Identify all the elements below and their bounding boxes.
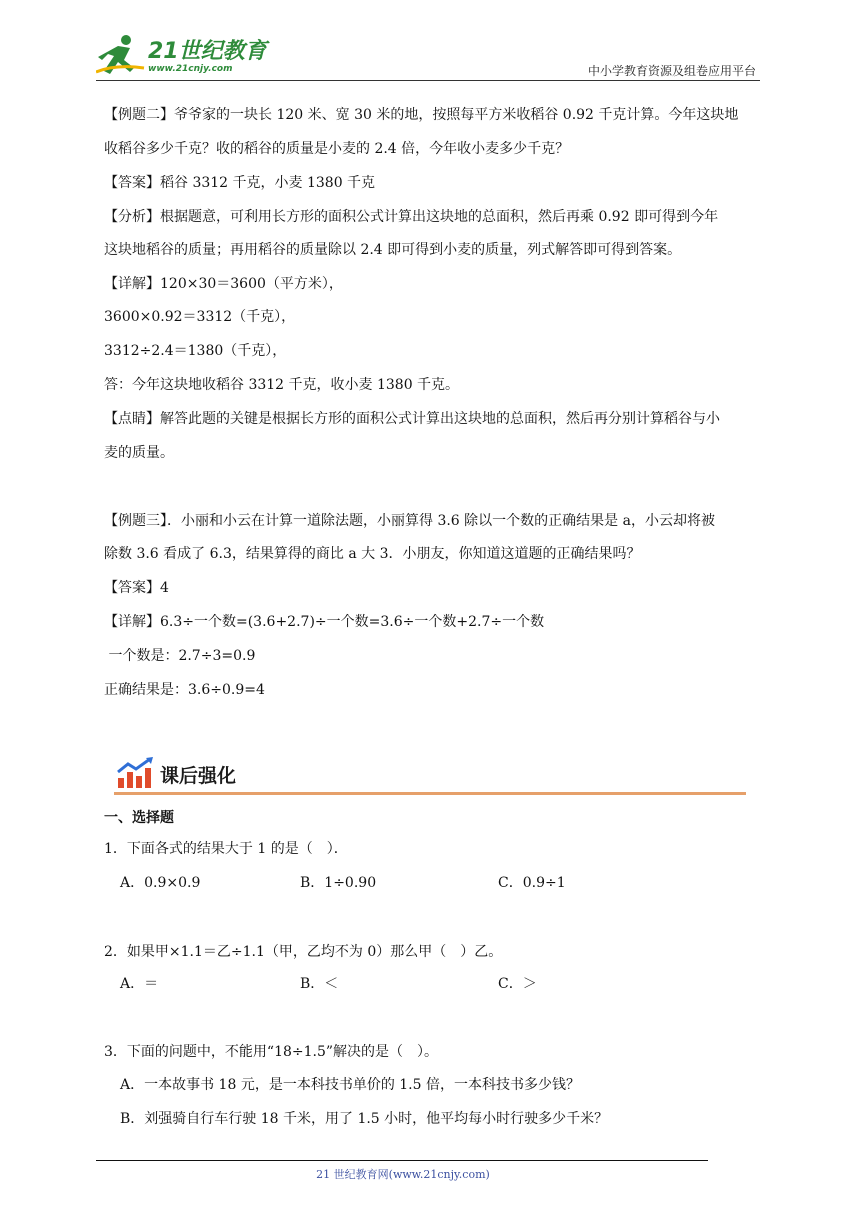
question-3-option-b[interactable]: B．刘强骑自行车行驶 18 千米，用了 1.5 小时，他平均每小时行驶多少千米？ <box>120 1111 609 1127</box>
example2-detail-line4: 答：今年这块地收稻谷 3312 千克，收小麦 1380 千克。 <box>104 377 460 393</box>
section-heading: 一、选择题 <box>104 810 174 826</box>
section-banner <box>114 752 746 796</box>
platform-tagline: 中小学教育资源及组卷应用平台 <box>587 64 756 78</box>
question-3-stem: 3．下面的问题中，不能用“18÷1.5”解决的是（ ）。 <box>104 1044 439 1060</box>
example3-question-line1: 【例题三】．小丽和小云在计算一道除法题，小丽算得 3.6 除以一个数的正确结果是 a，小云却将被 <box>104 513 715 529</box>
example3-detail-line2: 一个数是：2.7÷3=0.9 <box>104 648 256 664</box>
banner-title: 课后强化 <box>160 765 237 787</box>
logo-text: 21世纪教育 <box>148 39 267 64</box>
question-3-option-a[interactable]: A．一本故事书 18 元，是一本科技书单价的 1.5 倍，一本科技书多少钱？ <box>120 1077 580 1093</box>
question-1-option-a[interactable]: A．0.9×0.9 <box>120 875 201 891</box>
question-2-option-c[interactable]: C．＞ <box>498 976 537 992</box>
site-logo[interactable] <box>96 34 266 78</box>
example2-analysis-line2: 这块地稻谷的质量；再用稻谷的质量除以 2.4 即可得到小麦的质量，列式解答即可得到答案。 <box>104 242 682 258</box>
example3-detail-line1: 【详解】6.3÷一个数=(3.6+2.7)÷一个数=3.6÷一个数+2.7÷一个数 <box>104 614 545 630</box>
example3-answer: 【答案】4 <box>104 580 169 596</box>
example2-analysis-line1: 【分析】根据题意，可利用长方形的面积公式计算出这块地的总面积，然后再乘 0.92 即可得到今年 <box>104 209 719 225</box>
header-divider <box>96 80 760 81</box>
question-1-option-c[interactable]: C．0.9÷1 <box>498 875 566 891</box>
example2-point-line2: 麦的质量。 <box>104 445 174 461</box>
example2-question-line2: 收稻谷多少千克？收的稻谷的质量是小麦的 2.4 倍，今年收小麦多少千克？ <box>104 141 570 157</box>
example2-detail-line3: 3312÷2.4＝1380（千克）， <box>104 343 287 359</box>
example2-question-line1: 【例题二】爷爷家的一块长 120 米、宽 30 米的地，按照每平方米收稻谷 0.92 千克计算。今年这块地 <box>104 107 739 123</box>
question-1-stem: 1．下面各式的结果大于 1 的是（ ）． <box>104 841 348 857</box>
question-2-option-b[interactable]: B．＜ <box>300 976 339 992</box>
question-2-option-a[interactable]: A．＝ <box>120 976 159 992</box>
logo-url: www.21cnjy.com <box>148 64 233 74</box>
footer-link[interactable]: 21 世纪教育网(www.21cnjy.com) <box>316 1168 490 1181</box>
banner-underline <box>114 792 746 795</box>
footer-divider <box>96 1160 708 1161</box>
runner-logo-icon <box>96 34 146 78</box>
example2-answer: 【答案】稻谷 3312 千克，小麦 1380 千克 <box>104 175 376 191</box>
example2-detail-line1: 【详解】120×30＝3600（平方米）， <box>104 276 343 292</box>
question-1-option-b[interactable]: B．1÷0.90 <box>300 875 377 891</box>
example2-point-line1: 【点睛】解答此题的关键是根据长方形的面积公式计算出这块地的总面积，然后再分别计算稻谷与小 <box>104 411 720 427</box>
question-2-stem: 2．如果甲×1.1＝乙÷1.1（甲，乙均不为 0）那么甲（ ）乙。 <box>104 944 503 960</box>
example3-detail-line3: 正确结果是：3.6÷0.9=4 <box>104 682 265 698</box>
page-header <box>96 28 760 82</box>
example2-detail-line2: 3600×0.92＝3312（千克）， <box>104 309 296 325</box>
chart-growth-icon <box>116 756 156 790</box>
example3-question-line2: 除数 3.6 看成了 6.3，结果算得的商比 a 大 3．小朋友，你知道这道题的正确结果吗？ <box>104 546 641 562</box>
